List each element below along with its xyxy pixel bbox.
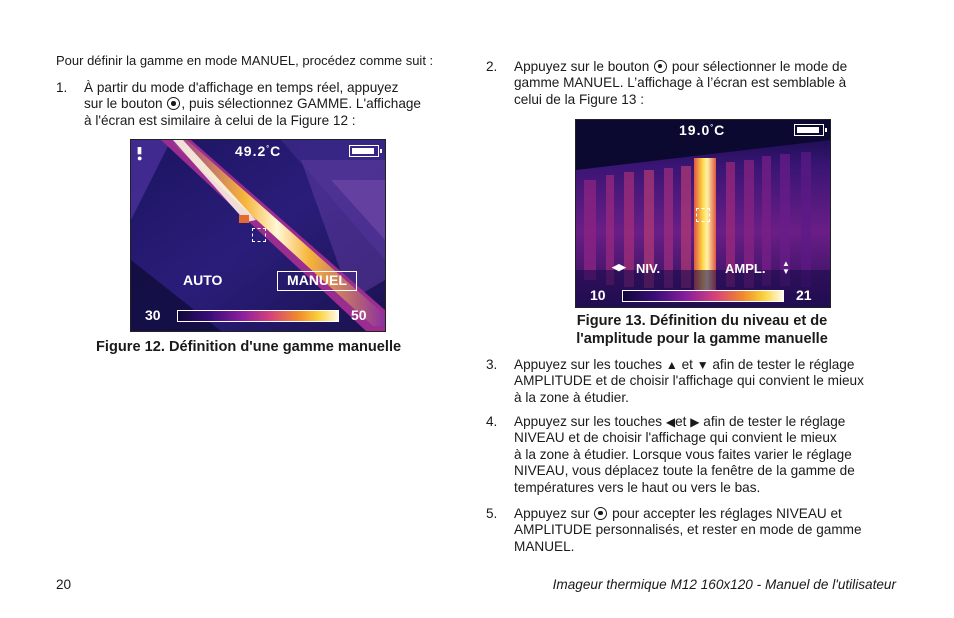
figure-12-temp-value: 49.2 xyxy=(235,143,267,159)
step-4-line-5: températures vers le haut ou vers le bas. xyxy=(514,479,761,495)
step-2-line-2: gamme MANUEL. L’affichage à l’écran est semblable à xyxy=(514,75,847,91)
step-4-line-3: à la zone à étudier. Lorsque vous faites varier le réglage xyxy=(514,446,852,462)
auto-mode-label: AUTO xyxy=(183,272,223,288)
step-2-text xyxy=(514,59,904,108)
figure-12-thermal-image xyxy=(130,139,386,332)
step-3-line-1c: afin de tester le réglage xyxy=(712,357,855,372)
step-4-line-4: NIVEAU, vous déplacez toute la fenêtre de la gamme de xyxy=(514,463,855,479)
figure-13-caption xyxy=(540,312,864,348)
step-3-number: 3. xyxy=(486,357,498,372)
figure-12-scale-min: 30 xyxy=(145,307,161,323)
step-5-line-3: MANUEL. xyxy=(514,538,575,554)
figure-13-temp-unit: C xyxy=(714,122,726,138)
figure-13-color-scale xyxy=(622,290,784,302)
step-1-line-1: À partir du mode d'affichage en temps réel, appuyez xyxy=(84,80,399,95)
step-5-text xyxy=(514,506,914,555)
document-title: Imageur thermique M12 160x120 - Manuel de l'utilisateur xyxy=(552,577,896,592)
page-number: 20 xyxy=(56,577,72,592)
step-3-line-3: à la zone à étudier. xyxy=(514,389,629,405)
figure-12-caption: Figure 12. Définition d'une gamme manuelle xyxy=(96,339,402,355)
figure-13-scale-min: 10 xyxy=(590,287,606,303)
intro-text: Pour définir la gamme en mode MANUEL, procédez comme suit : xyxy=(56,53,434,68)
step-1-line-2b: , puis sélectionnez GAMME. L'affichage xyxy=(181,96,421,112)
step-1-line-3: à l'écran est similaire à celui de la Figure 12 : xyxy=(84,112,356,128)
figure-13-scale-max: 21 xyxy=(796,287,812,303)
step-3-text xyxy=(514,357,914,406)
crosshair-icon xyxy=(252,228,266,242)
battery-icon xyxy=(794,124,824,136)
step-5-number: 5. xyxy=(486,506,498,521)
figure-13-caption-line-2: l'amplitude pour la gamme manuelle xyxy=(576,331,828,347)
figure-13-temp-value: 19.0 xyxy=(679,122,711,138)
crosshair-icon xyxy=(696,208,710,222)
battery-icon xyxy=(349,145,379,157)
step-2-line-3: celui de la Figure 13 : xyxy=(514,91,644,107)
span-label: AMPL. xyxy=(725,261,766,276)
circle-dot-icon xyxy=(167,97,180,110)
step-5-line-1b: pour accepter les réglages NIVEAU et xyxy=(612,506,842,521)
step-1-number: 1. xyxy=(56,80,68,95)
sd-card-icon: ▮ ● xyxy=(137,145,143,163)
triangle-down-icon: ▼ xyxy=(696,358,709,372)
step-1-text xyxy=(84,80,464,129)
step-3-line-1a: Appuyez sur les touches xyxy=(514,357,663,372)
step-2-number: 2. xyxy=(486,59,498,74)
level-arrows-icon: ◀▶ xyxy=(612,262,626,272)
circle-dot-icon xyxy=(654,60,667,73)
figure-13-thermal-image xyxy=(575,119,831,308)
level-label: NIV. xyxy=(636,261,661,276)
span-arrows-icon: ▲ ▼ xyxy=(782,259,790,276)
circle-dot-icon xyxy=(594,507,607,520)
step-4-line-1c: afin de tester le réglage xyxy=(703,414,846,429)
step-2-line-1a: Appuyez sur le bouton xyxy=(514,59,650,74)
step-1-line-2a: sur le bouton xyxy=(84,96,163,112)
figure-13-temperature: 19.0°C xyxy=(679,122,726,138)
step-5-line-2: AMPLITUDE personnalisés, et rester en mode de gamme xyxy=(514,522,862,538)
step-4-text xyxy=(514,414,914,496)
step-4-line-2: NIVEAU et de choisir l'affichage qui convient le mieux xyxy=(514,430,837,446)
step-3-line-1b: et xyxy=(681,357,693,372)
manuel-mode-selected: MANUEL xyxy=(277,271,357,291)
figure-13-caption-line-1: Figure 13. Définition du niveau et de xyxy=(576,313,828,329)
figure-12-scale-max: 50 xyxy=(351,307,367,323)
triangle-left-icon: ◀ xyxy=(665,415,676,429)
step-4-number: 4. xyxy=(486,414,498,429)
figure-12-temp-unit: C xyxy=(270,143,282,159)
step-5-line-1a: Appuyez sur xyxy=(514,506,590,521)
triangle-up-icon: ▲ xyxy=(665,358,678,372)
step-4-line-1a: Appuyez sur les touches xyxy=(514,414,663,429)
step-4-line-1b: et xyxy=(675,414,687,429)
step-2-line-1b: pour sélectionner le mode de xyxy=(671,59,848,74)
figure-12-temperature: 49.2°C xyxy=(235,143,282,159)
triangle-right-icon: ▶ xyxy=(690,415,700,429)
step-3-line-2: AMPLITUDE et de choisir l'affichage qui convient le mieux xyxy=(514,373,864,389)
figure-12-color-scale xyxy=(177,310,339,322)
